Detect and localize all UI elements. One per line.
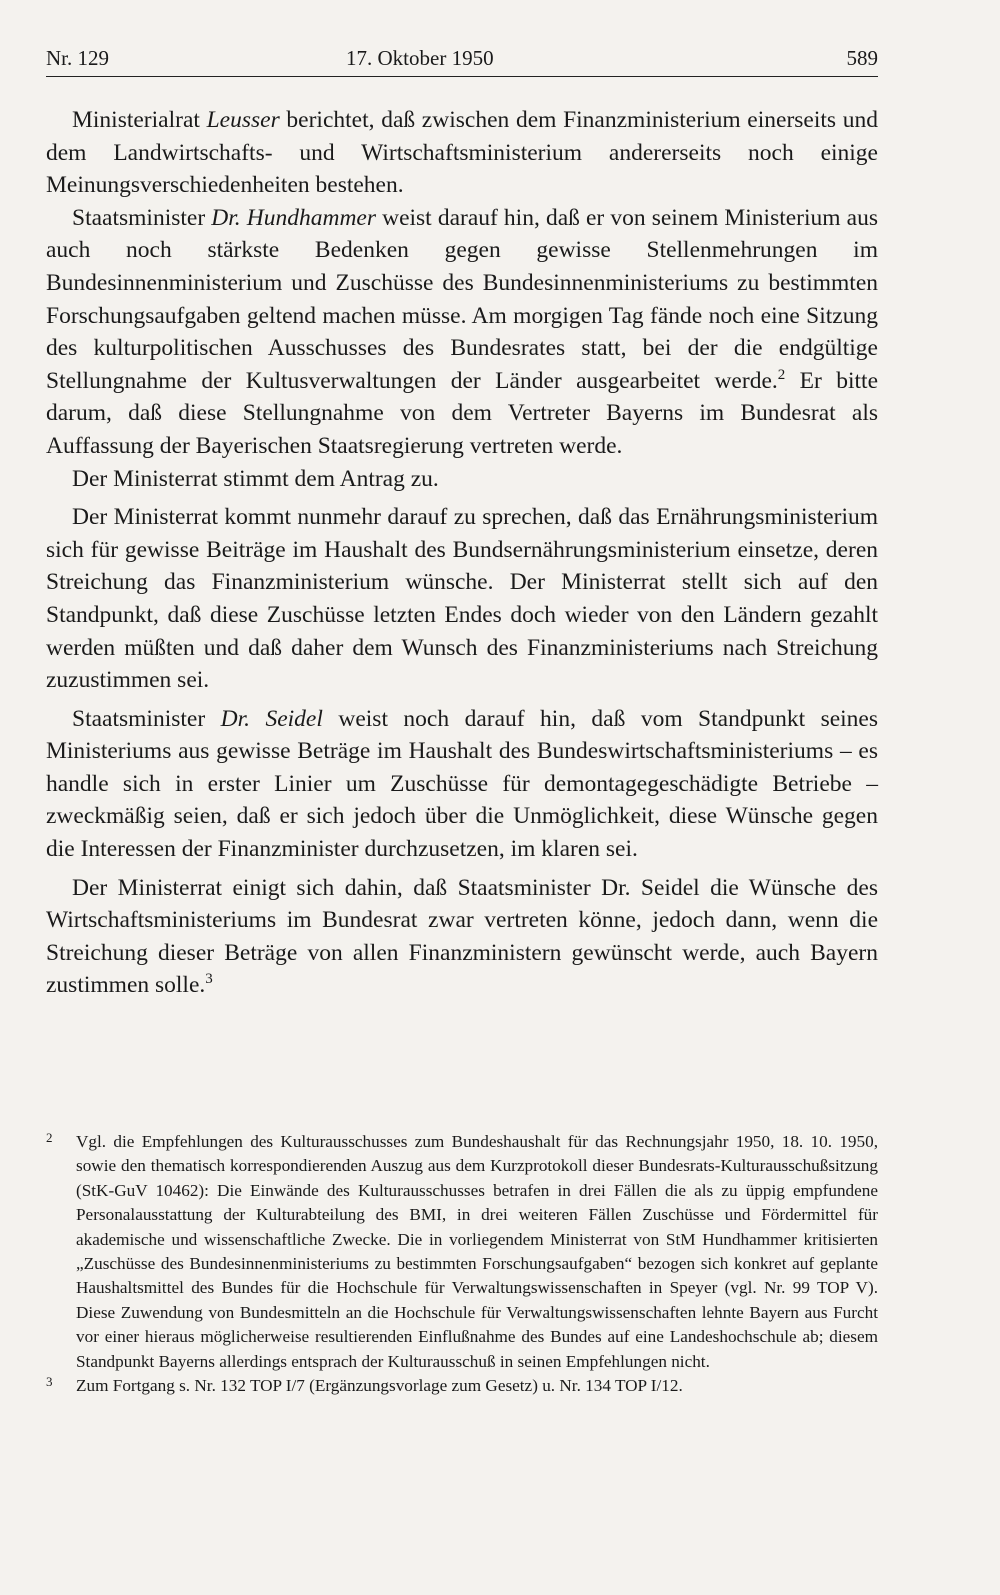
footnote-ref-3[interactable]: 3 [205,971,213,988]
footnote-3 [46,1374,878,1398]
speaker-name-seidel: Dr. Seidel [220,705,323,732]
footnotes [46,1130,878,1398]
footnote-mark: 3 [46,1374,53,1390]
paragraph-5-text-b: weist noch darauf hin, daß vom Standpunkt seines Ministeriums aus gewisse Beträge im Haushalt des Bundeswirtschaftsministeriums – es handle sich in erster Linier um Zuschüsse für demontagegeschädigte Betriebe – zweckmäßig seien, daß er sich jedoch über die Unmöglichkeit, diese Wünsche gegen die Interessen der Finanzminister durchzusetzen, im klaren sei. [46,705,879,863]
paragraph-4: Der Ministerrat kommt nunmehr darauf zu sprechen, daß das Ernährungsministerium sich für gewisse Beiträge im Haushalt des Bundsernährungsministerium einsetze, deren Streichung das Finanzministerium wünsche. Der Ministerrat stellt sich auf den Standpunkt, daß diese Zuschüsse letzten Endes doch wieder von den Ländern gezahlt werden müßten und daß daher dem Wunsch des Finanzministeriums nach Streichung zuzustimmen sei. [46,504,878,694]
paragraph-5 [46,703,878,866]
paragraph-3: Der Ministerrat stimmt dem Antrag zu. [72,465,439,492]
paragraph-1 [46,104,878,202]
footnote-ref-2[interactable]: 2 [777,366,786,383]
paragraph-2-text-a: Staatsminister [72,204,212,231]
paragraph-1-text-b: berichtet, daß zwischen dem Finanzministerium einerseits und dem Landwirtschafts- und Wirtschaftsministerium andererseits noch einige Meinungsverschiedenheiten bestehen. [46,107,878,199]
footnote-text: Zum Fortgang s. Nr. 132 TOP I/7 (Ergänzungsvorlage zum Gesetz) u. Nr. 134 TOP I/12. [76,1376,683,1396]
document-number: Nr. 129 [46,46,109,70]
running-header [46,44,878,77]
footnote-text: Vgl. die Empfehlungen des Kulturausschusses zum Bundeshaushalt für das Rechnungsjahr 1950, 18. 10. 1950, sowie den thematisch korrespondierenden Auszug aus dem Kurzprotokoll dieser Bundesrats-Kulturausschußsitzung (StK-GuV 10462): Die Einwände des Kulturausschusses betrafen in drei Fällen die als zu üppig empfundene Personalausstattung der Kulturabteilung des BMI, in drei weiteren Fällen Zuschüsse und Fördermittel für akademische und wissenschaftliche Zwecke. Die in vorliegendem Ministerrat von StM Hundhammer kritisierten „Zuschüsse des Bundesinnenministeriums zu bestimmten Forschungsaufgaben“ bezogen sich konkret auf geplante Haushaltsmittel des Bundes für die Hochschule für Verwaltungswissenschaften in Speyer (vgl. Nr. 99 TOP V). Diese Zuwendung von Bundesmitteln an die Hochschule für Verwaltungswissenschaften lehnte Bayern aus Furcht vor einer hieraus möglicherweise resultierenden Einflußnahme des Bundes auf eine Landeshochschule ab; diesem Standpunkt Bayerns allerdings entsprach der Kulturausschuß in seinen Empfehlungen nicht. [76,1132,878,1371]
main-text [46,104,878,1002]
paragraph-2 [46,202,878,463]
paragraph-6 [46,872,878,1002]
paragraph-1-text-a: Ministerialrat [72,107,207,133]
footnote-mark: 2 [46,1130,53,1145]
speaker-name-hundhammer: Dr. Hundhammer [211,204,376,231]
footnote-2 [46,1130,878,1374]
paragraph-2-text-c: Er bitte darum, daß diese Stellungnahme von dem Vertreter Bayerns im Bundesrat als Auffassung der Bayerischen Staatsregierung vertreten werde. [46,367,878,459]
speaker-name-leusser: Leusser [206,107,280,133]
session-date: 17. Oktober 1950 [346,46,494,70]
page-number: 589 [846,46,878,70]
paragraph-5-text-a: Staatsminister [72,705,221,732]
paragraph-2-text-b: weist darauf hin, daß er von seinem Ministerium aus auch noch stärkste Bedenken gegen gewisse Stellenmehrungen im Bundesinnenministerium und Zuschüsse des Bundesinnenministeriums zu bestimmten Forschungsaufgaben geltend machen müsse. Am morgigen Tag fände noch eine Sitzung des kulturpolitischen Ausschusses des Bundesrates statt, bei der die endgültige Stellungnahme der Kultusverwaltungen der Länder ausgearbeitet werde. [46,204,878,394]
paragraph-6-text: Der Ministerrat einigt sich dahin, daß Staatsminister Dr. Seidel die Wünsche des Wirtschaftsministeriums im Bundesrat zwar vertreten könne, jedoch dann, wenn die Streichung dieser Beträge von allen Finanzministern gewünscht werde, auch Bayern zustimmen solle. [46,874,878,999]
